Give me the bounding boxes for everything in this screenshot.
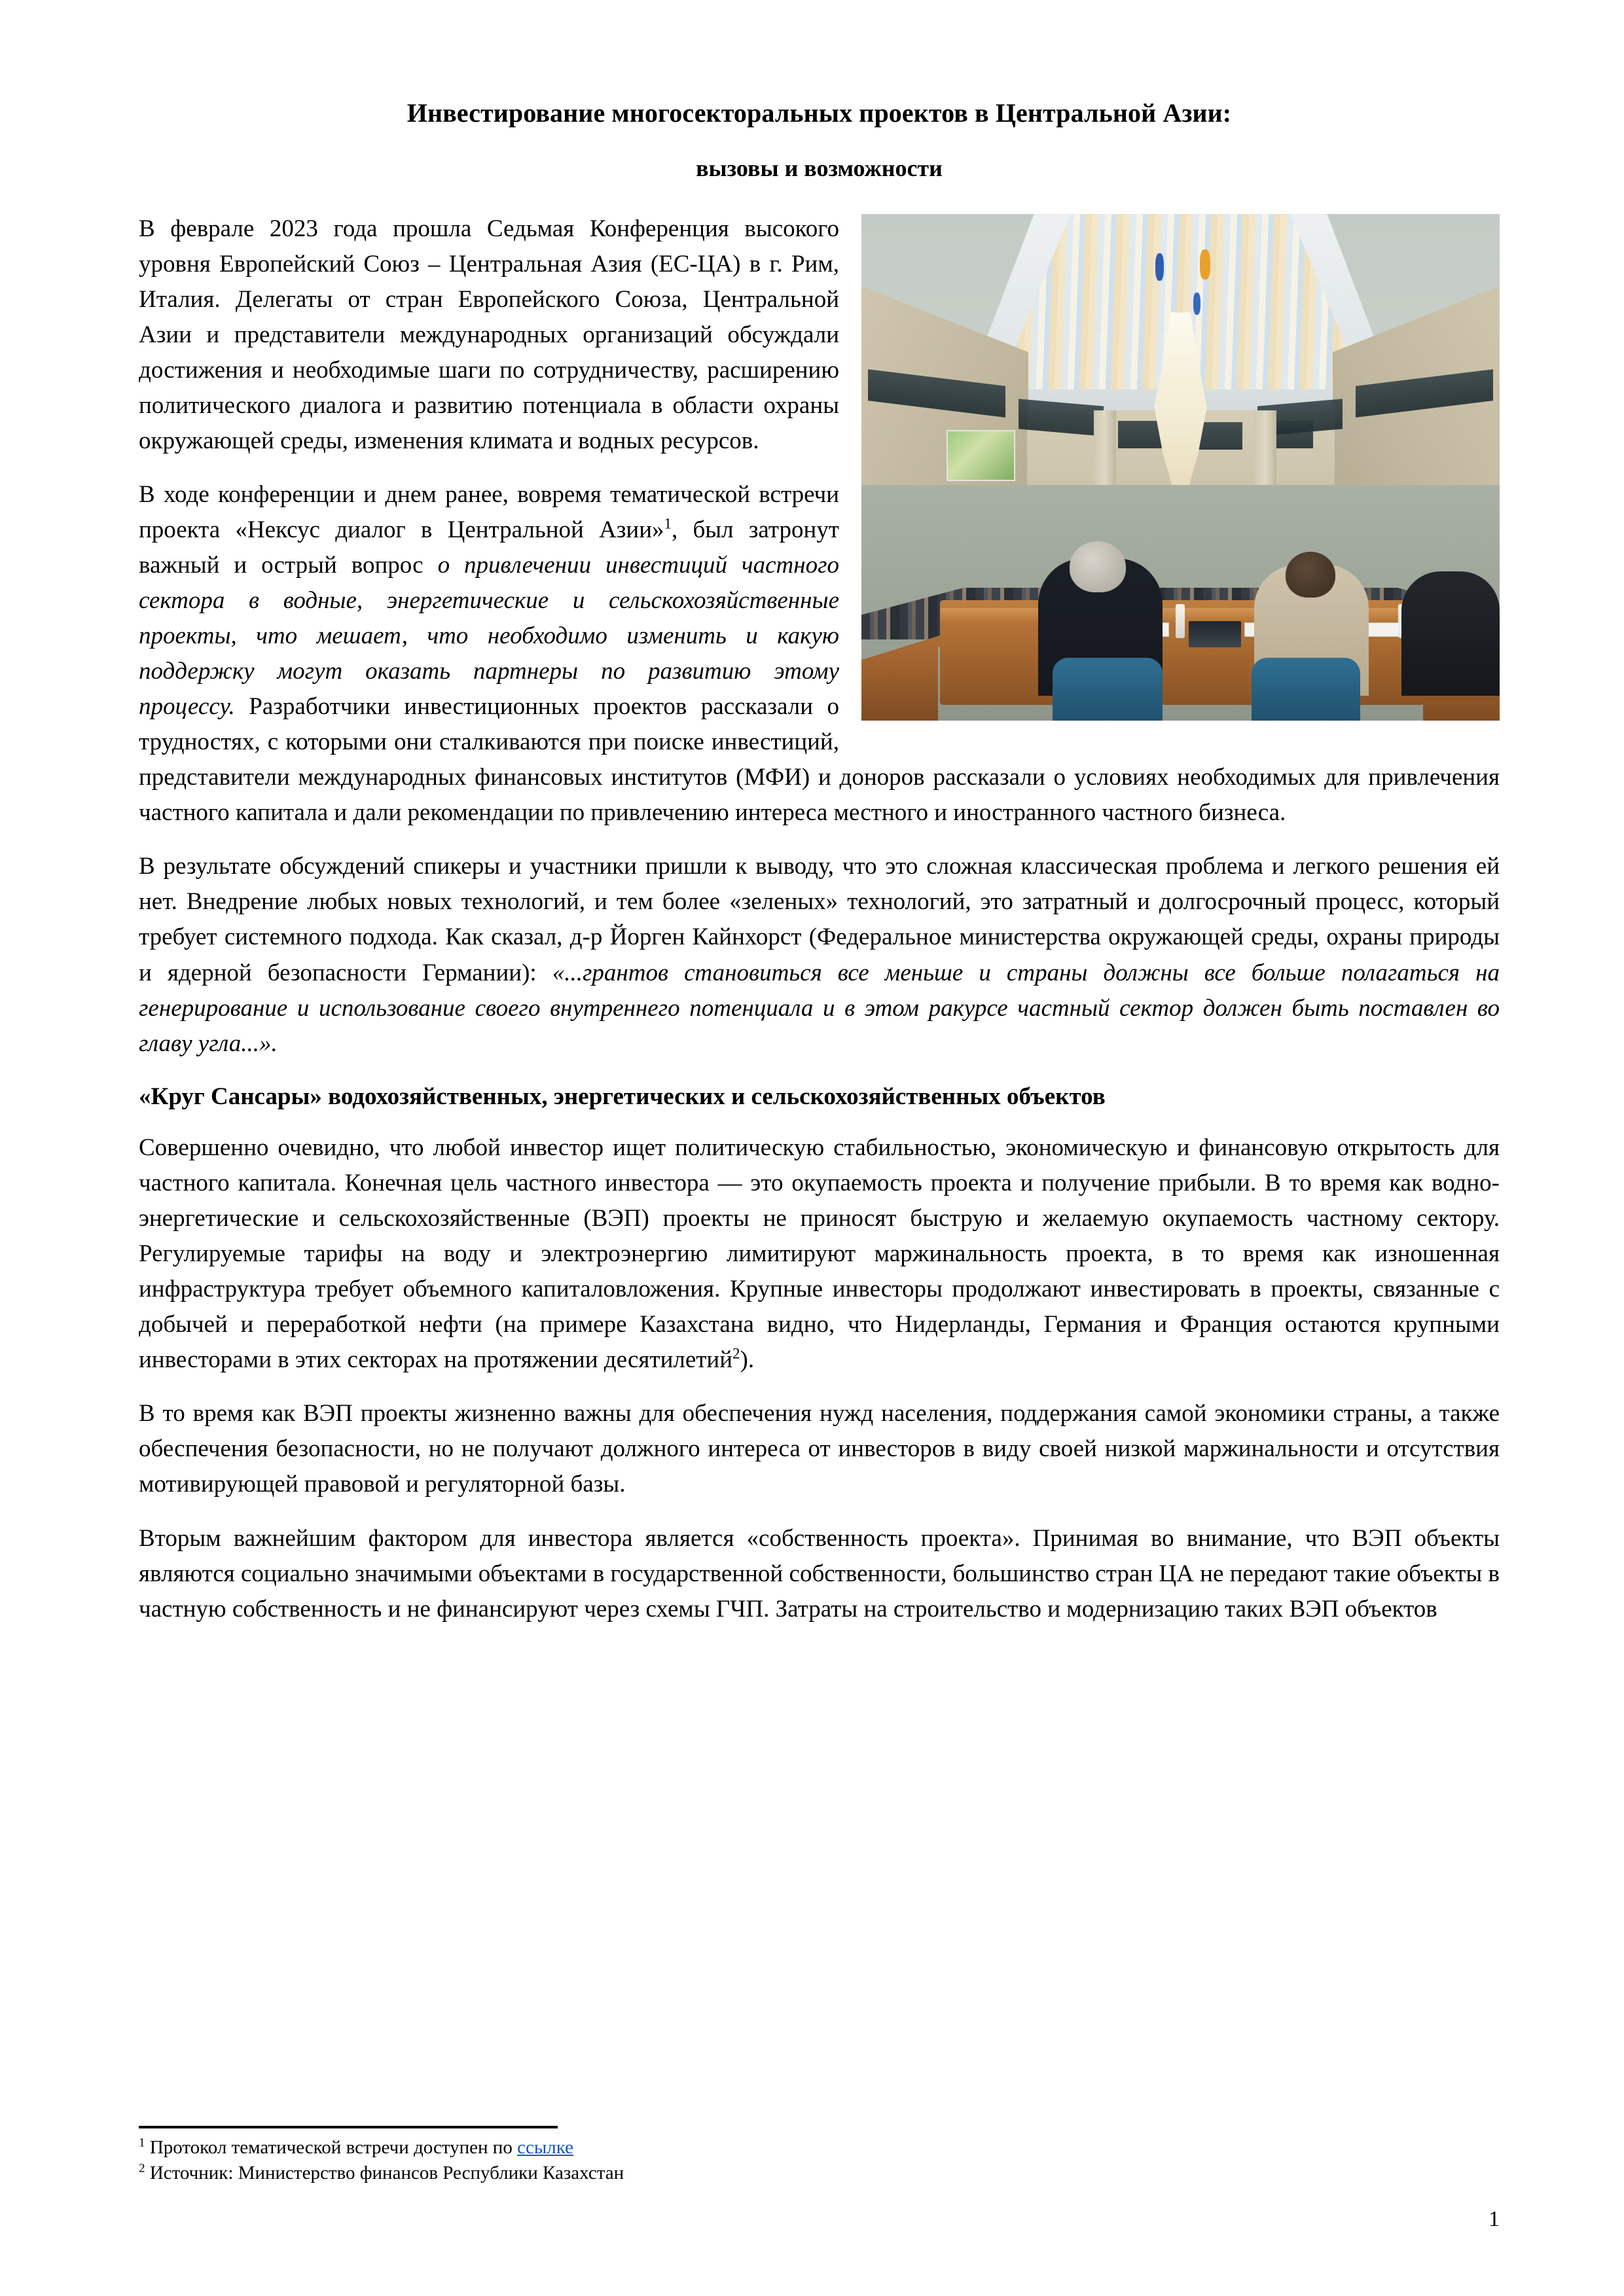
photo-projection-screen	[947, 430, 1015, 481]
footnote-2	[139, 2161, 1500, 2186]
para2-part-c: Разработчики инвестиционных проектов рассказали о трудностях, с которыми они сталкиваются при поиске инвестиций, представители международных финансовых институтов (МФИ) и доноров рассказали о условиях необходимых для привлечения частного капитала и дали рекомендации по привлечению интереса местного и иностранного частного бизнеса.	[139, 693, 1500, 827]
paragraph-intro: В феврале 2023 года прошла Седьмая Конференция высокого уровня Европейский Союз – Центральная Азия (ЕС-ЦА) в г. Рим, Италия. Делегаты от стран Европейского Союза, Центральной Азии и представители международных организаций обсуждали достижения и необходимые шаги по сотрудничеству, расширению политического диалога и развитию потенциала в области охраны окружающей среды, изменения климата и водных ресурсов.	[139, 215, 839, 455]
footnote-2-text: Источник: Министерство финансов Республики Казахстан	[145, 2162, 624, 2183]
para2-part-b: , был затронут важный и острый вопрос	[139, 516, 839, 579]
page-subtitle: вызовы и возможности	[696, 155, 943, 181]
footnote-separator-rule	[139, 2126, 558, 2128]
document-body	[139, 211, 1500, 1645]
footnote-ref-2[interactable]: 2	[732, 1346, 740, 1363]
photo-skylight-accent	[1193, 293, 1200, 315]
para2-part-a: В ходе конференции и днем ранее, вовремя тематической встречи проекта «Нексус диалог в Центральной Азии»	[139, 481, 839, 544]
para4-part-b: ).	[740, 1346, 755, 1374]
para4-part-a: Совершенно очевидно, что любой инвестор ищет политическую стабильностью, экономическую и финансовую открытость для частного капитала. Конечная цель частного инвестора — это окупаемость проекта и получение прибыли. В то время как водно-энергетические и сельскохозяйственные (ВЭП) проекты не приносят быструю и желаемую окупаемость частному сектору. Регулируемые тарифы на воду и электроэнергию лимитируют маржинальность проекта, в то время как изношенная инфраструктура требует объемного капиталовложения. Крупные инвесторы продолжают инвестировать в проекты, связанные с добычей и переработкой нефти (на примере Казахстана видно, что Нидерланды, Германия и Франция остаются крупными инвесторами в этих секторах на протяжении десятилетий	[139, 1134, 1500, 1374]
footnote-1-text: Протокол тематической встречи доступен по	[145, 2136, 518, 2158]
conference-photo	[861, 214, 1500, 721]
photo-seated-person	[1401, 571, 1500, 696]
para3-part-a: В результате обсуждений спикеры и участники пришли к выводу, что это сложная классическая проблема и легкого решения ей нет. Внедрение любых новых технологий, и тем более «зеленых» технологий, это затратный и долгосрочный процесс, который требует системного подхода. Как сказал, д-р Йорген Кайнхорст (Федеральное министерства окружающей среды, охраны природы и ядерной безопасности Германии):	[139, 853, 1500, 986]
footnote-ref-1[interactable]: 1	[664, 515, 672, 532]
page-title: Инвестирование многосекторальных проектов в Центральной Азии:	[406, 98, 1232, 128]
paragraph-ownership: Вторым важнейшим фактором для инвестора является «собственность проекта». Принимая во внимание, что ВЭП объекты являются социально значимыми объектами в государственной собственности, большинство стран ЦА не передают такие объекты в частную собственность и не финансируют через схемы ГЧП. Затраты на строительство и модернизацию таких ВЭП объектов	[139, 1524, 1500, 1623]
paragraph-vep-importance: В то время как ВЭП проекты жизненно важны для обеспечения нужд населения, поддержания самой экономики страны, а также обеспечения безопасности, но не получают должного интереса от инвесторов в виду своей низкой маржинальности и отсутствия мотивирующей правовой и регуляторной базы.	[139, 1400, 1500, 1498]
photo-laptop	[1189, 621, 1241, 647]
footnote-area	[139, 2126, 1500, 2186]
footnote-2-marker: 2	[139, 2161, 145, 2176]
photo-chair	[1053, 658, 1163, 721]
footnote-1-marker: 1	[139, 2136, 145, 2150]
footnote-1-link[interactable]: ссылке	[517, 2136, 574, 2158]
section-heading-sansara: «Круг Сансары» водохозяйственных, энергетических и сельскохозяйственных объектов	[139, 1083, 1106, 1110]
para2-italic-question: о привлечении инвестиций частного сектора в водные, энергетические и сельскохозяйственные проекты, что мешает, что необходимо изменить и какую поддержку могут оказать партнеры по развитию этому процессу.	[139, 552, 839, 721]
page-number: 1	[1489, 2207, 1500, 2231]
photo-skylight-accent	[1155, 253, 1164, 281]
footnote-1	[139, 2135, 1500, 2161]
photo-skylight-accent	[1200, 249, 1210, 279]
paragraph-conclusions	[139, 849, 1500, 1061]
photo-water-bottle	[1176, 604, 1185, 638]
photo-person-head	[1286, 552, 1335, 598]
paragraph-investor-logic	[139, 1130, 1500, 1378]
para3-quote: «...грантов становиться все меньше и страны должны все больше полагаться на генерирование и использование своего внутреннего потенциала и в этом ракурсе частный сектор должен быть поставлен во главу угла...».	[139, 959, 1500, 1057]
photo-chair	[1252, 658, 1360, 721]
photo-person-head	[1070, 541, 1126, 592]
